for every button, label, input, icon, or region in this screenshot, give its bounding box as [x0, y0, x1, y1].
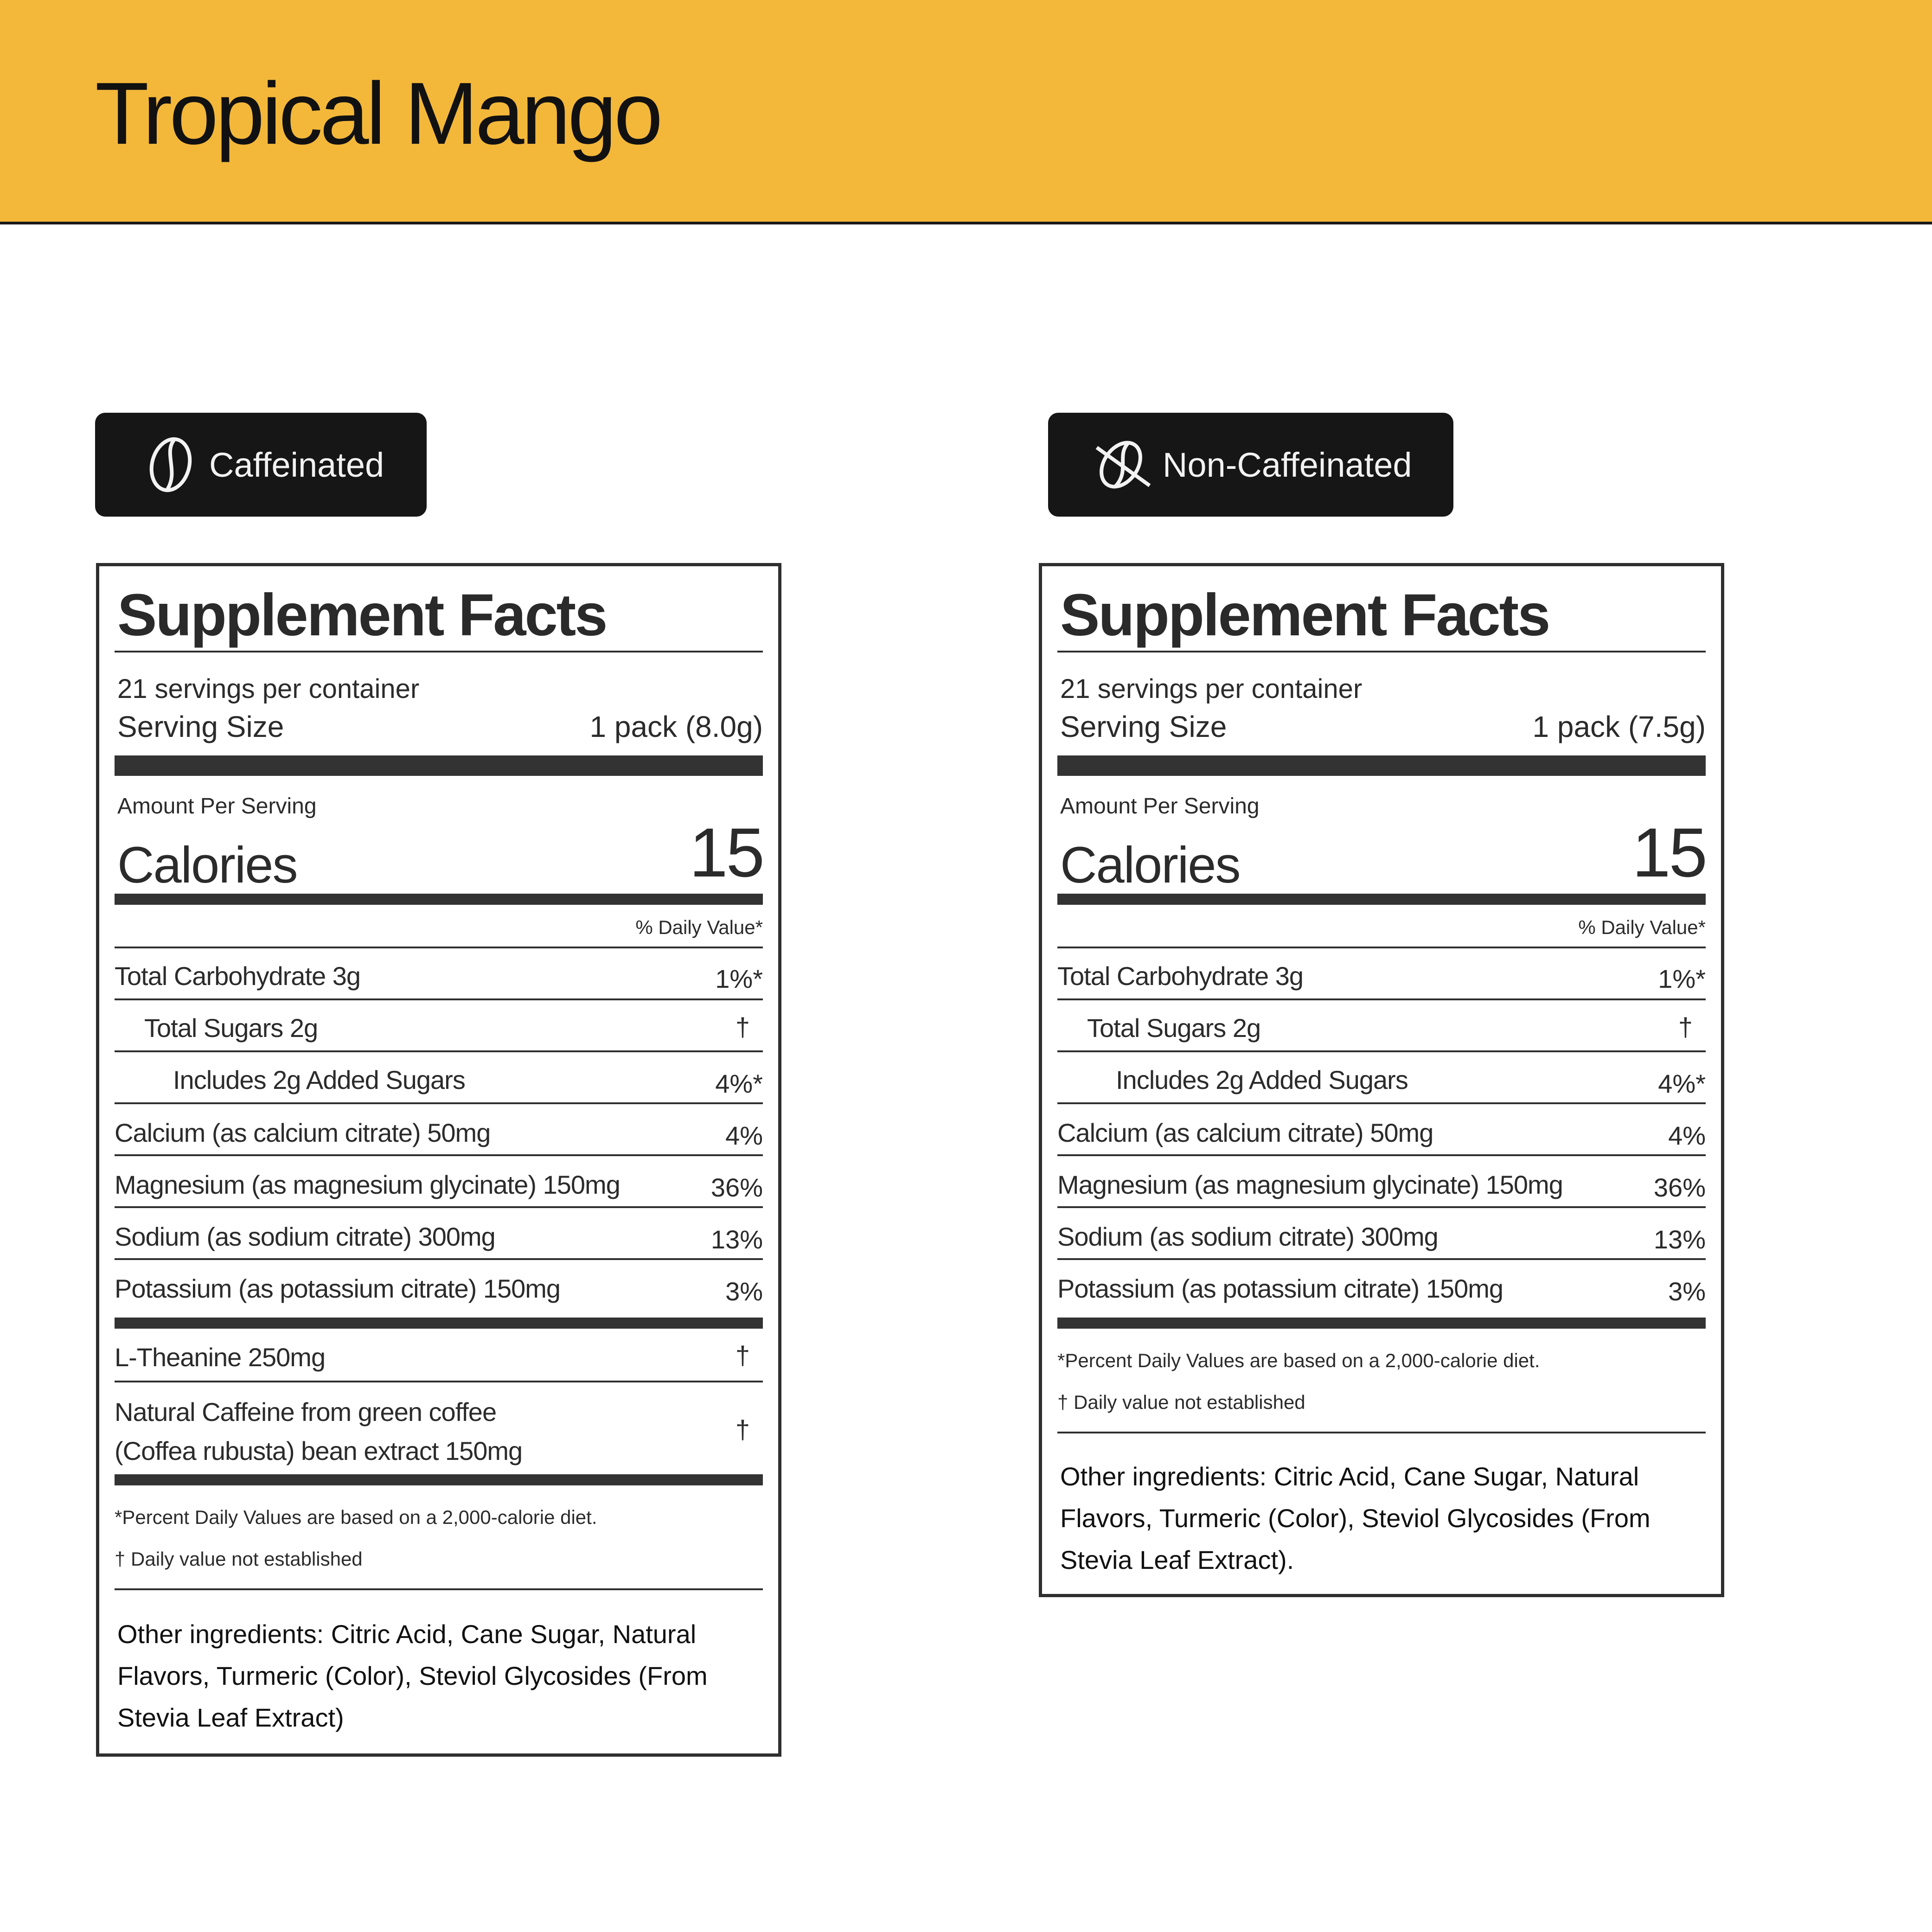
amount-per-serving: Amount Per Serving: [117, 794, 317, 819]
nutrient-row-label: Calcium (as calcium citrate) 50mg: [1057, 1118, 1433, 1147]
caffeine-value: †: [735, 1415, 750, 1444]
calories-label: Calories: [117, 837, 297, 894]
nutrient-row-value: 3%: [725, 1277, 763, 1306]
nutrient-row-label: Total Carbohydrate 3g: [115, 961, 361, 991]
caffeinated-label: Caffeinated: [209, 445, 384, 484]
nutrient-row-label: Magnesium (as magnesium glycinate) 150mg: [115, 1170, 620, 1199]
nutrient-row-value: 36%: [710, 1173, 763, 1202]
footnote-daily-values: *Percent Daily Values are based on a 2,000-calorie diet.: [1057, 1350, 1540, 1371]
nutrient-row-value: 4%*: [715, 1069, 763, 1098]
nutrient-row-label: Potassium (as potassium citrate) 150mg: [115, 1274, 561, 1303]
nutrient-row-value: 1%*: [715, 964, 763, 993]
supplement-facts-panel-non-caffeinated: [1039, 563, 1724, 1597]
nutrient-row-label: Includes 2g Added Sugars: [1116, 1065, 1408, 1094]
caffeine-label-line2: (Coffea rubusta) bean extract 150mg: [115, 1436, 523, 1465]
serving-size-label: Serving Size: [117, 710, 284, 743]
servings-per-container: 21 servings per container: [1060, 674, 1363, 704]
nutrient-row-label: Total Sugars 2g: [144, 1013, 318, 1043]
serving-size-value: 1 pack (8.0g): [589, 710, 763, 743]
serving-size-label: Serving Size: [1060, 710, 1227, 743]
supplement-facts-panel-caffeinated: [96, 563, 781, 1757]
caffeinated-badge[interactable]: [95, 413, 427, 517]
other-ingredients: Other ingredients: Citric Acid, Cane Sugar, Natural Flavors, Turmeric (Color), Steviol Glycosides (From Stevia Leaf Extract): [117, 1619, 708, 1732]
serving-size-value: 1 pack (7.5g): [1532, 710, 1706, 743]
other-ingredients: Other ingredients: Citric Acid, Cane Sugar, Natural Flavors, Turmeric (Color), Steviol Glycosides (From Stevia Leaf Extract).: [1060, 1462, 1651, 1574]
coffee-bean-icon: [145, 435, 196, 495]
nutrient-row-value: 4%: [1668, 1121, 1706, 1150]
nutrient-row-value: †: [735, 1012, 750, 1042]
nutrient-row-label: Total Sugars 2g: [1087, 1013, 1261, 1043]
amount-per-serving: Amount Per Serving: [1060, 794, 1260, 819]
nutrient-row-value: 36%: [1653, 1173, 1706, 1202]
no-coffee-bean-icon: [1092, 435, 1152, 495]
daily-value-header: % Daily Value*: [635, 916, 763, 938]
nutrient-row-value: 3%: [1668, 1277, 1706, 1306]
daily-value-header: % Daily Value*: [1578, 916, 1706, 938]
nutrient-row-label: Sodium (as sodium citrate) 300mg: [115, 1222, 495, 1251]
nutrient-row-label: Total Carbohydrate 3g: [1057, 961, 1304, 991]
nutrient-row-label: Includes 2g Added Sugars: [173, 1065, 465, 1094]
caffeine-label-line1: Natural Caffeine from green coffee: [115, 1397, 497, 1427]
calories-value: 15: [689, 813, 763, 891]
nutrient-row-label: Sodium (as sodium citrate) 300mg: [1057, 1222, 1438, 1251]
footnote-not-established: † Daily value not established: [1057, 1391, 1305, 1413]
nutrient-row-value: 1%*: [1658, 964, 1706, 993]
nutrient-row-label: Magnesium (as magnesium glycinate) 150mg: [1057, 1170, 1563, 1199]
calories-label: Calories: [1060, 837, 1240, 894]
nutrient-row-label: Calcium (as calcium citrate) 50mg: [115, 1118, 491, 1147]
l-theanine-label: L-Theanine 250mg: [115, 1343, 326, 1372]
header-banner: [0, 0, 1932, 224]
footnote-not-established: † Daily value not established: [115, 1548, 363, 1570]
nutrient-row-value: 13%: [1653, 1225, 1706, 1254]
panel-title: Supplement Facts: [1060, 582, 1549, 648]
product-title: Tropical Mango: [95, 64, 660, 163]
nutrient-row-value: †: [1678, 1012, 1693, 1042]
footnote-daily-values: *Percent Daily Values are based on a 2,000-calorie diet.: [115, 1506, 597, 1528]
nutrient-row-label: Potassium (as potassium citrate) 150mg: [1057, 1274, 1503, 1303]
l-theanine-value: †: [735, 1341, 750, 1370]
calories-value: 15: [1632, 813, 1706, 891]
nutrient-row-value: 4%: [725, 1121, 763, 1150]
non-caffeinated-label: Non-Caffeinated: [1163, 445, 1412, 484]
panel-title: Supplement Facts: [117, 582, 607, 648]
non-caffeinated-badge[interactable]: [1048, 413, 1453, 517]
nutrient-row-value: 4%*: [1658, 1069, 1706, 1098]
nutrient-row-value: 13%: [710, 1225, 763, 1254]
servings-per-container: 21 servings per container: [117, 674, 420, 704]
